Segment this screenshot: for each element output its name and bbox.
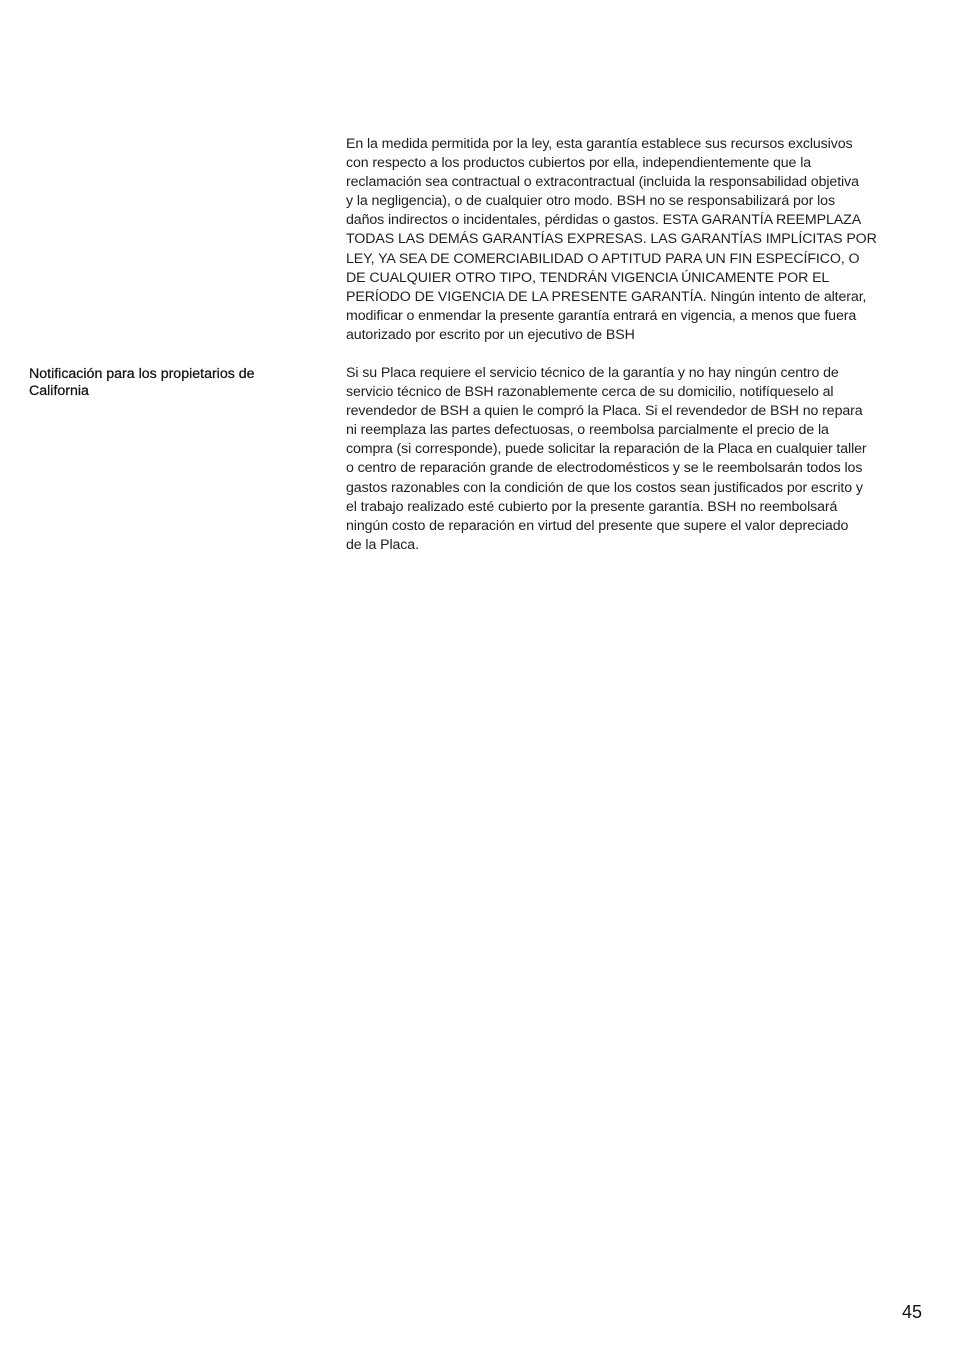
paragraph-line: En la medida permitida por la ley, esta garantía establece sus recursos exclusivos xyxy=(346,136,853,152)
paragraph-line: con respecto a los productos cubiertos por ella, independientemente que la xyxy=(346,155,812,172)
paragraph-line: reclamación sea contractual o extracontractual (incluida la responsabilidad objetiva xyxy=(346,174,859,191)
paragraph-line: PERÍODO DE VIGENCIA DE LA PRESENTE GARANTÍA. Ningún intento de alterar, xyxy=(346,288,867,305)
heading-line: Notificación para los propietarios de xyxy=(29,366,255,382)
paragraph-line: el trabajo realizado esté cubierto por la presente garantía. BSH no reembolsará xyxy=(346,498,838,515)
paragraph-line: TODAS LAS DEMÁS GARANTÍAS EXPRESAS. LAS GARANTÍAS IMPLÍCITAS POR xyxy=(346,231,877,248)
paragraph-line: daños indirectos o incidentales, pérdidas o gastos. ESTA GARANTÍA REEMPLAZA xyxy=(346,212,862,229)
paragraph-line: Si su Placa requiere el servicio técnico de la garantía y no hay ningún centro de xyxy=(346,365,839,381)
california-notice-heading xyxy=(29,366,319,399)
paragraph-line: modificar o enmendar la presente garantía entrará en vigencia, a menos que fuera xyxy=(346,307,857,324)
heading-line: California xyxy=(29,382,89,399)
paragraph-line: ningún costo de reparación en virtud del presente que supere el valor depreciado xyxy=(346,517,849,534)
paragraph-line: compra (si corresponde), puede solicitar la reparación de la Placa en cualquier taller xyxy=(346,441,867,458)
paragraph-line: servicio técnico de BSH razonablemente cerca de su domicilio, notifíqueselo al xyxy=(346,384,834,401)
paragraph-line: y la negligencia), o de cualquier otro modo. BSH no se responsabilizará por los xyxy=(346,193,835,210)
paragraph-line: ni reemplaza las partes defectuosas, o reembolsa parcialmente el precio de la xyxy=(346,422,829,439)
california-notice-paragraph xyxy=(346,364,926,555)
paragraph-line: LEY, YA SEA DE COMERCIABILIDAD O APTITUD PARA UN FIN ESPECÍFICO, O xyxy=(346,250,860,267)
paragraph-line: revendedor de BSH a quien le compró la Placa. Si el revendedor de BSH no repara xyxy=(346,403,863,420)
paragraph-line: de la Placa. xyxy=(346,536,419,553)
paragraph-line: o centro de reparación grande de electrodomésticos y se le reembolsarán todos los xyxy=(346,460,863,477)
paragraph-line: DE CUALQUIER OTRO TIPO, TENDRÁN VIGENCIA ÚNICAMENTE POR EL xyxy=(346,269,830,286)
warranty-paragraph xyxy=(346,135,926,345)
paragraph-line: autorizado por escrito por un ejecutivo de BSH xyxy=(346,326,635,343)
page-number: 45 xyxy=(901,1302,922,1322)
paragraph-line: gastos razonables con la condición de que los costos sean justificados por escrito y xyxy=(346,479,863,496)
